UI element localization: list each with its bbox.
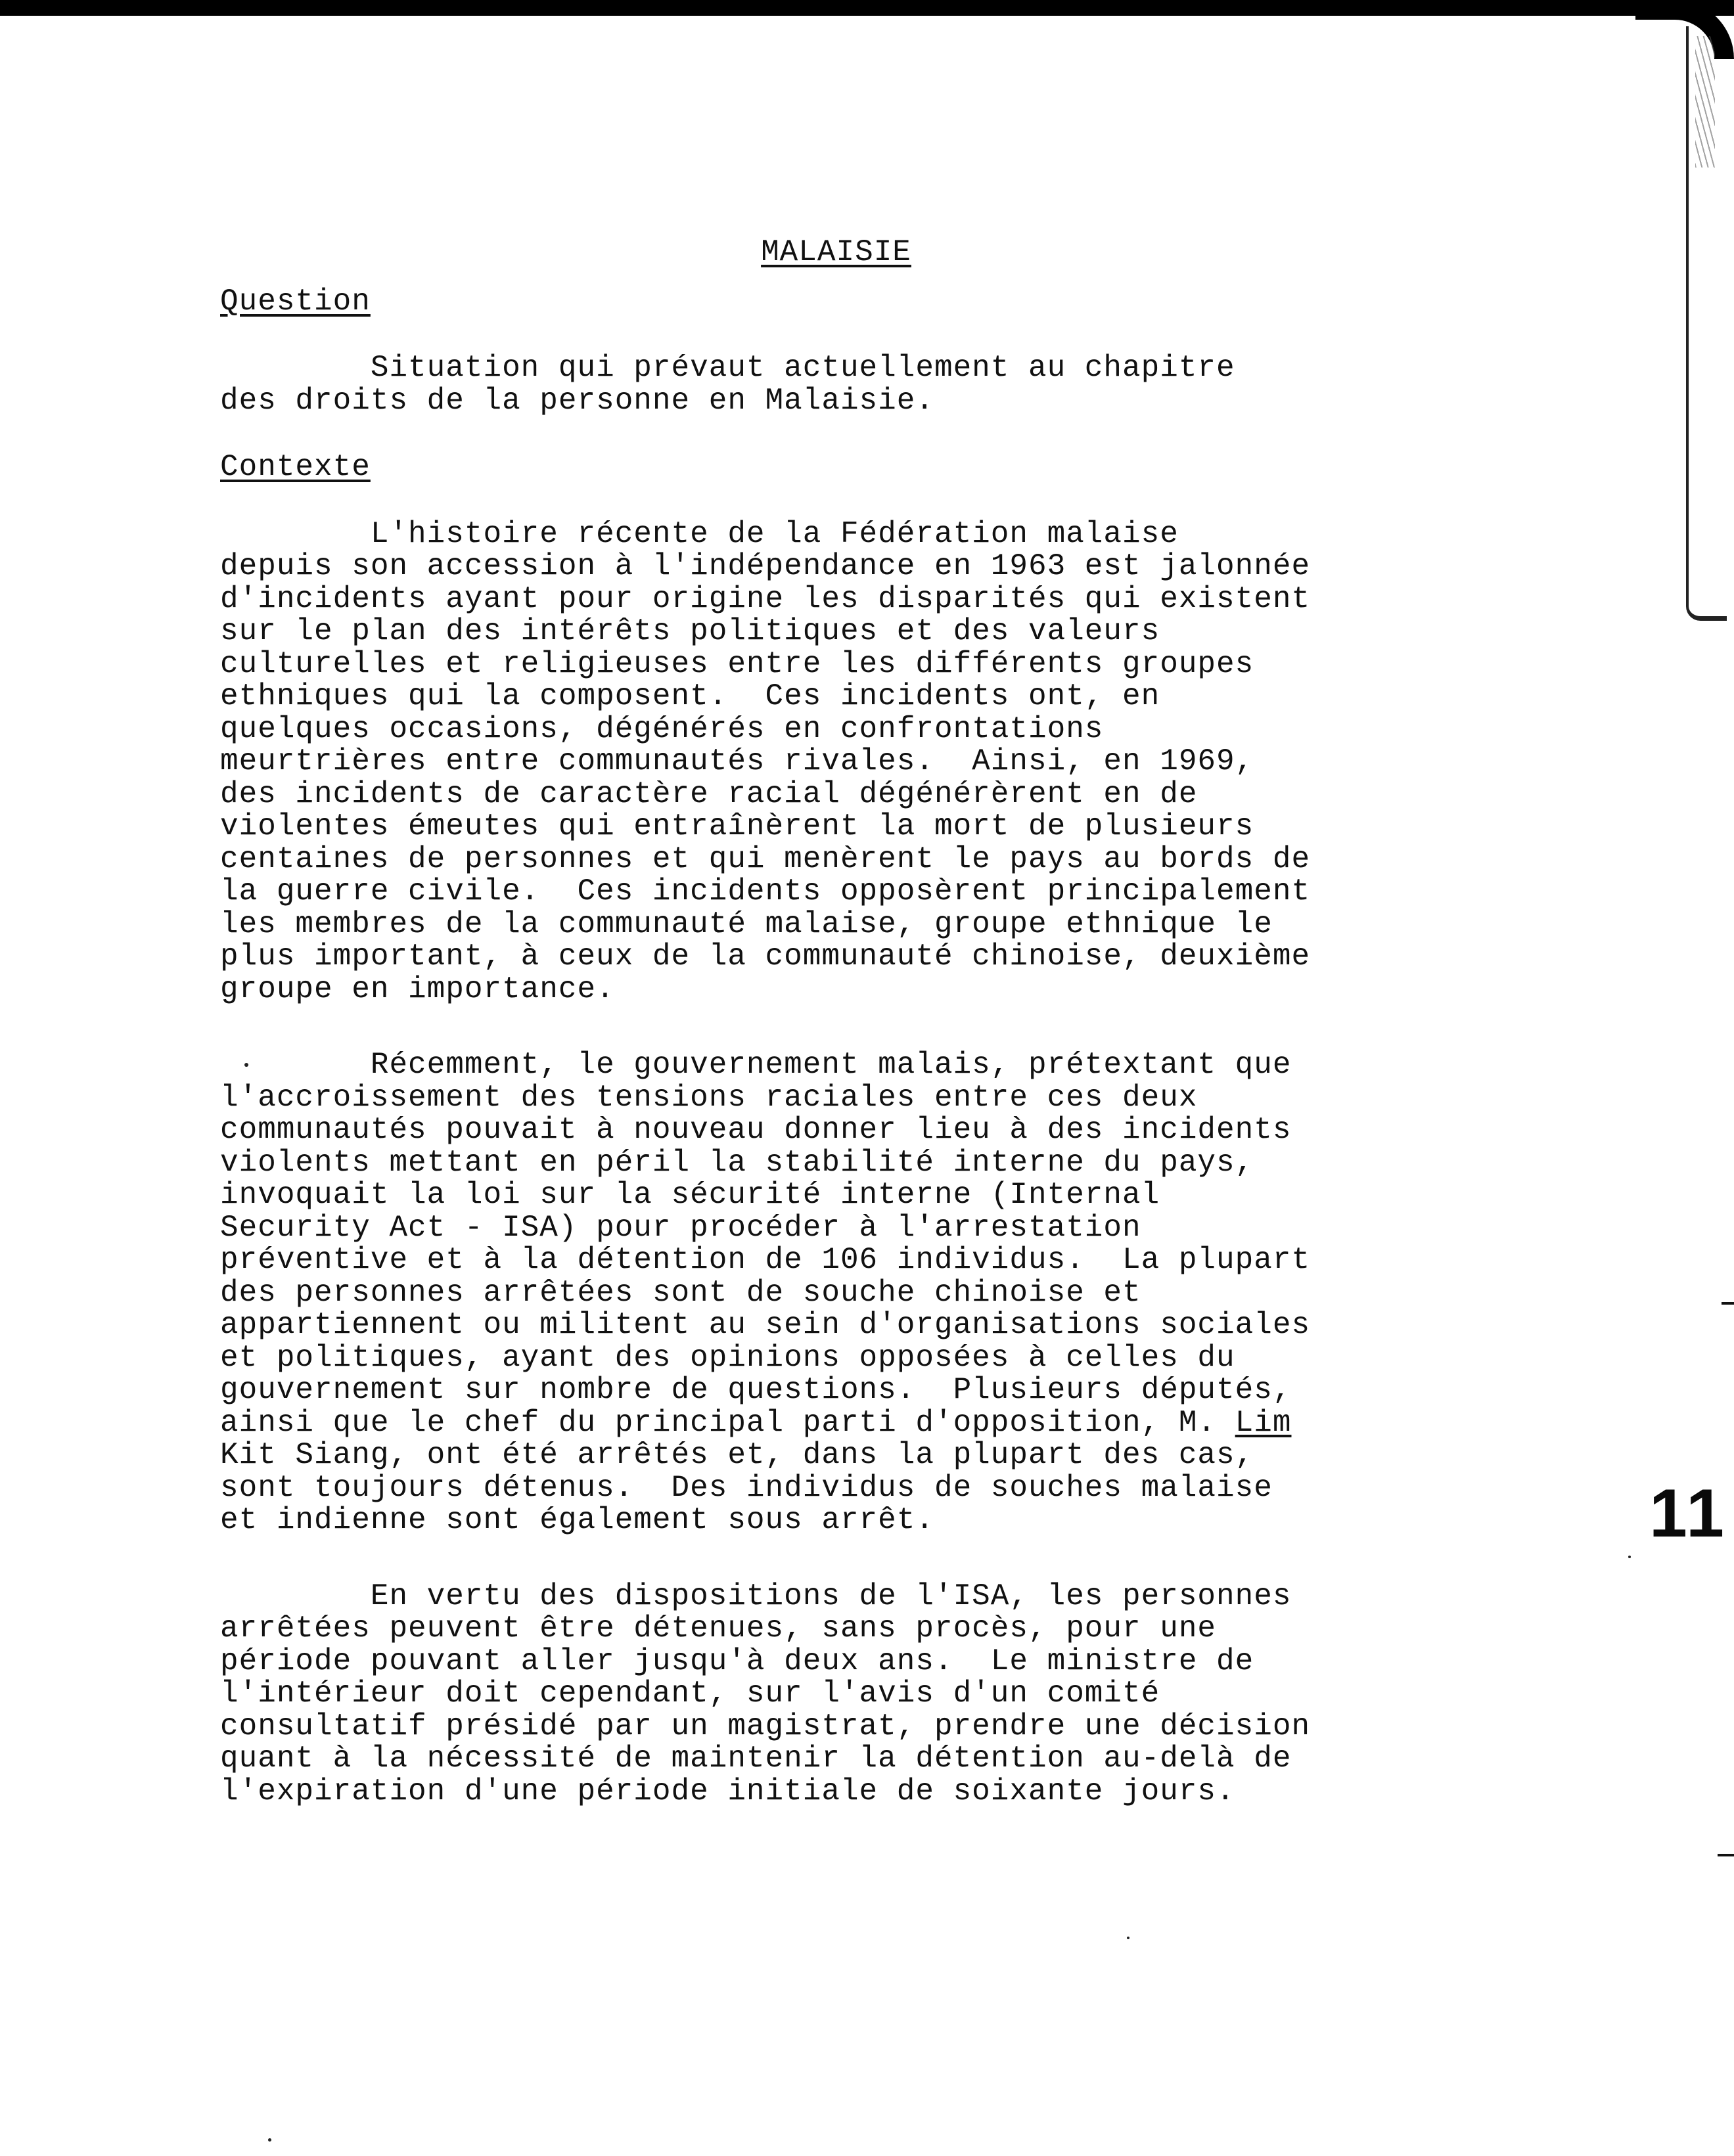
text-line: les membres de la communauté malaise, groupe ethnique le [220, 907, 1273, 941]
text-line: l'accroissement des tensions raciales entre ces deux [220, 1080, 1198, 1115]
text-line: Security Act - ISA) pour procéder à l'arrestation [220, 1210, 1141, 1245]
text-line: Kit Siang, ont été arrêtés et, dans la plupart des cas, [220, 1438, 1254, 1472]
text-line: d'incidents ayant pour origine les disparités qui existent [220, 581, 1311, 616]
binding-texture [1695, 36, 1715, 168]
text-line: des incidents de caractère racial dégénérèrent en de [220, 776, 1198, 811]
text-line: violentes émeutes qui entraînèrent la mort de plusieurs [220, 809, 1254, 843]
scan-top-edge [0, 0, 1734, 16]
scan-dash-mark [1722, 1302, 1734, 1305]
document-title: MALAISIE [761, 235, 911, 269]
underlined-name: Lim [1235, 1405, 1292, 1440]
scan-speck [1127, 1937, 1129, 1939]
text-line: arrêtées peuvent être détenues, sans procès, pour une [220, 1611, 1217, 1646]
text-line: plus important, à ceux de la communauté chinoise, deuxième [220, 939, 1311, 974]
document-page [220, 236, 1396, 1808]
context-paragraph-history [220, 518, 1396, 1006]
text-line: violents mettant en péril la stabilité interne du pays, [220, 1145, 1254, 1180]
text-line: meurtrières entre communautés rivales. Ainsi, en 1969, [220, 744, 1254, 778]
text-line: des droits de la personne en Malaisie. [220, 383, 934, 418]
text-line: des personnes arrêtées sont de souche chinoise et [220, 1275, 1141, 1310]
scan-speck [268, 2138, 271, 2142]
text-line-prefix: ainsi que le chef du principal parti d'opposition, M. [220, 1405, 1235, 1440]
text-line: L'histoire récente de la Fédération malaise [220, 516, 1179, 551]
text-line: sont toujours détenus. Des individus de souches malaise [220, 1470, 1273, 1505]
scan-dash-mark [1718, 1854, 1734, 1856]
text-line: depuis son accession à l'indépendance en 1963 est jalonnée [220, 549, 1311, 583]
text-line: gouvernement sur nombre de questions. Plusieurs députés, [220, 1373, 1292, 1407]
text-line: Situation qui prévaut actuellement au chapitre [220, 351, 1235, 385]
text-line: sur le plan des intérêts politiques et des valeurs [220, 614, 1160, 648]
text-line: invoquait la loi sur la sécurité interne (Internal [220, 1178, 1160, 1212]
section-heading-question: Question [220, 284, 371, 319]
text-line: appartiennent ou militent au sein d'organisations sociales [220, 1308, 1311, 1342]
page-number: 11 [1649, 1475, 1727, 1552]
text-line: En vertu des dispositions de l'ISA, les personnes [220, 1579, 1292, 1613]
text-line-with-name [220, 1407, 1396, 1440]
context-paragraph-arrests [220, 1049, 1396, 1537]
text-line: et indienne sont également sous arrêt. [220, 1503, 934, 1537]
text-line: l'expiration d'une période initiale de soixante jours. [220, 1774, 1235, 1808]
text-line: la guerre civile. Ces incidents opposèrent principalement [220, 874, 1311, 909]
text-line: communautés pouvait à nouveau donner lieu à des incidents [220, 1113, 1292, 1147]
section-heading-contexte: Contexte [220, 450, 371, 484]
question-paragraph [220, 352, 1396, 417]
text-line: centaines de personnes et qui menèrent le pays au bords de [220, 842, 1311, 876]
text-line: groupe en importance. [220, 972, 615, 1006]
text-line: quelques occasions, dégénérés en confrontations [220, 711, 1104, 746]
context-paragraph-isa [220, 1581, 1396, 1808]
text-line: et politiques, ayant des opinions opposées à celles du [220, 1340, 1235, 1375]
text-line: période pouvant aller jusqu'à deux ans. Le ministre de [220, 1644, 1254, 1678]
text-line: Récemment, le gouvernement malais, prétextant que [220, 1048, 1292, 1082]
scan-speck [1628, 1556, 1631, 1558]
text-line: l'intérieur doit cependant, sur l'avis d'un comité [220, 1676, 1160, 1711]
text-line: préventive et à la détention de 106 individus. La plupart [220, 1243, 1311, 1277]
text-line: consultatif présidé par un magistrat, prendre une décision [220, 1709, 1311, 1743]
text-line: culturelles et religieuses entre les différents groupes [220, 646, 1254, 681]
text-line: quant à la nécessité de maintenir la détention au-delà de [220, 1741, 1292, 1776]
text-line: ethniques qui la composent. Ces incidents ont, en [220, 679, 1160, 713]
